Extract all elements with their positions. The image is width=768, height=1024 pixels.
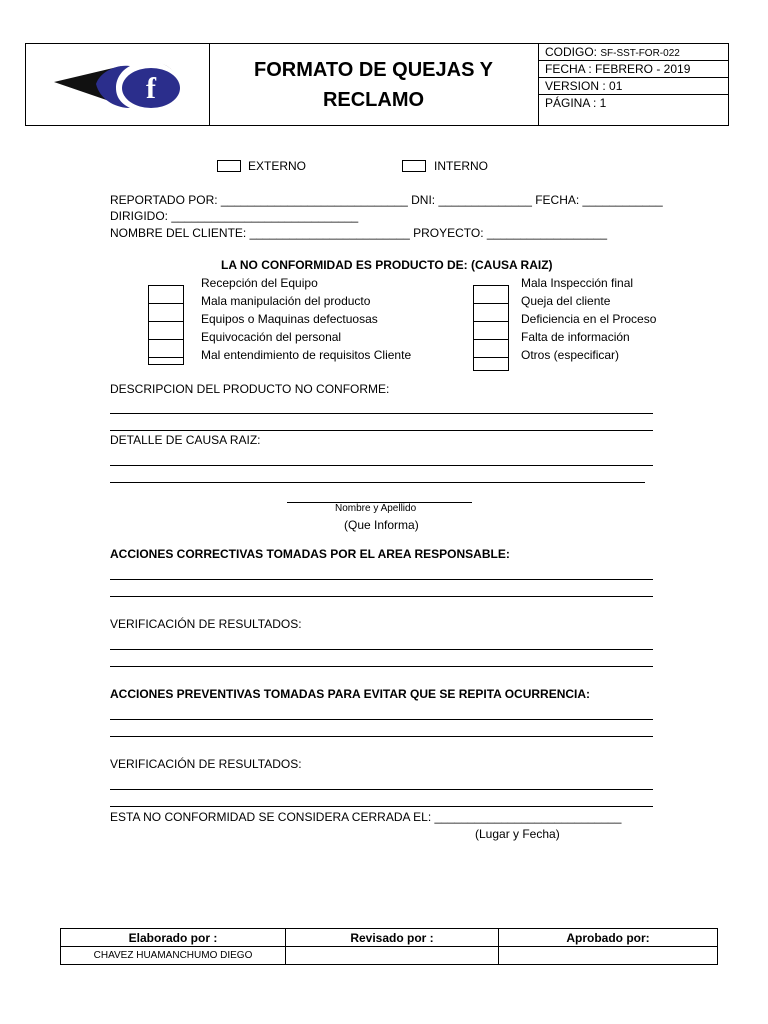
detalle-label: DETALLE DE CAUSA RAIZ: [110, 433, 261, 447]
nombre-apellido-label: Nombre y Apellido [335, 503, 417, 514]
correctivas-line[interactable] [110, 579, 653, 580]
interno-checkbox[interactable] [402, 160, 426, 172]
reportado-field[interactable]: REPORTADO POR: ____________________________ DNI: ______________ FECHA: ____________ [110, 193, 663, 207]
causa-item: Equipos o Maquinas defectuosas [201, 312, 378, 326]
verificacion-line[interactable] [110, 666, 653, 667]
fecha-row: FECHA : FEBRERO - 2019 [539, 61, 729, 78]
version-row: VERSION : 01 [539, 78, 729, 95]
externo-checkbox[interactable] [217, 160, 241, 172]
causa-item: Mala Inspección final [521, 276, 634, 290]
right-causa-list [521, 274, 656, 364]
causa-checkbox[interactable] [474, 304, 508, 322]
pagina-row: PÁGINA : 1 [545, 96, 607, 110]
logo-letter: f [146, 72, 156, 105]
externo-label: EXTERNO [248, 159, 307, 173]
verificacion-line[interactable] [110, 789, 653, 790]
causa-checkbox[interactable] [149, 340, 183, 358]
causa-item: Mal entendimiento de requisitos Cliente [201, 348, 412, 362]
causa-checkbox[interactable] [474, 322, 508, 340]
descripcion-label: DESCRIPCION DEL PRODUCTO NO CONFORME: [110, 382, 390, 396]
cerrada-field[interactable]: ESTA NO CONFORMIDAD SE CONSIDERA CERRADA EL: ____________________________ [110, 810, 622, 824]
left-causa-list [201, 274, 411, 364]
descripcion-line[interactable] [110, 413, 653, 414]
causa-checkbox[interactable] [474, 358, 508, 372]
approval-table [60, 928, 718, 965]
elaborado-header: Elaborado por : [61, 929, 285, 947]
lugar-fecha-label: (Lugar y Fecha) [475, 827, 560, 841]
causa-raiz-title: LA NO CONFORMIDAD ES PRODUCTO DE: (CAUSA RAIZ) [221, 258, 553, 272]
elaborado-column [61, 929, 286, 964]
elaborado-value[interactable]: CHAVEZ HUAMANCHUMO DIEGO [93, 950, 253, 961]
meta-cell [539, 44, 729, 125]
causa-item: Falta de información [521, 330, 630, 344]
company-logo [26, 44, 209, 125]
causa-checkbox[interactable] [474, 286, 508, 304]
verificacion-label-2: VERIFICACIÓN DE RESULTADOS: [110, 757, 302, 771]
verificacion-label-1: VERIFICACIÓN DE RESULTADOS: [110, 617, 302, 631]
preventivas-line[interactable] [110, 736, 653, 737]
causa-item: Queja del cliente [521, 294, 611, 308]
preventivas-line[interactable] [110, 719, 653, 720]
aprobado-column [499, 929, 717, 964]
causa-item: Otros (especificar) [521, 348, 620, 362]
causa-item: Mala manipulación del producto [201, 294, 371, 308]
codigo-row: CODIGO: SF-SST-FOR-022 [539, 44, 729, 61]
revisado-value[interactable] [286, 947, 498, 964]
verificacion-line[interactable] [110, 806, 653, 807]
document-header [25, 43, 729, 126]
verificacion-line[interactable] [110, 649, 653, 650]
left-checkbox-column[interactable] [148, 285, 184, 365]
causa-checkbox[interactable] [149, 358, 183, 376]
aprobado-header: Aprobado por: [499, 929, 717, 947]
dirigido-field[interactable]: DIRIGIDO: ____________________________ [110, 209, 359, 223]
acciones-correctivas-label: ACCIONES CORRECTIVAS TOMADAS POR EL AREA RESPONSABLE: [110, 547, 510, 561]
right-checkbox-column[interactable] [473, 285, 509, 371]
causa-checkbox[interactable] [149, 286, 183, 304]
causa-item: Deficiencia en el Proceso [521, 312, 657, 326]
detalle-line[interactable] [110, 482, 645, 483]
causa-item: Equivocación del personal [201, 330, 342, 344]
causa-checkbox[interactable] [149, 304, 183, 322]
correctivas-line[interactable] [110, 596, 653, 597]
logo-cell [26, 44, 210, 125]
descripcion-line[interactable] [110, 430, 653, 431]
document-title-line2: RECLAMO [322, 88, 425, 111]
aprobado-value[interactable] [499, 947, 717, 964]
title-cell [209, 44, 539, 125]
acciones-preventivas-label: ACCIONES PREVENTIVAS TOMADAS PARA EVITAR QUE SE REPITA OCURRENCIA: [110, 687, 591, 701]
que-informa-label: (Que Informa) [344, 518, 419, 532]
revisado-column [286, 929, 499, 964]
revisado-header: Revisado por : [286, 929, 498, 947]
causa-checkbox[interactable] [474, 340, 508, 358]
interno-label: INTERNO [434, 159, 488, 173]
causa-checkbox[interactable] [149, 322, 183, 340]
causa-item: Recepción del Equipo [201, 276, 318, 290]
cliente-field[interactable]: NOMBRE DEL CLIENTE: ________________________ PROYECTO: __________________ [110, 226, 608, 240]
detalle-line[interactable] [110, 465, 653, 466]
codigo-value: SF-SST-FOR-022 [600, 48, 680, 59]
document-title-line1: FORMATO DE QUEJAS Y [254, 58, 493, 81]
